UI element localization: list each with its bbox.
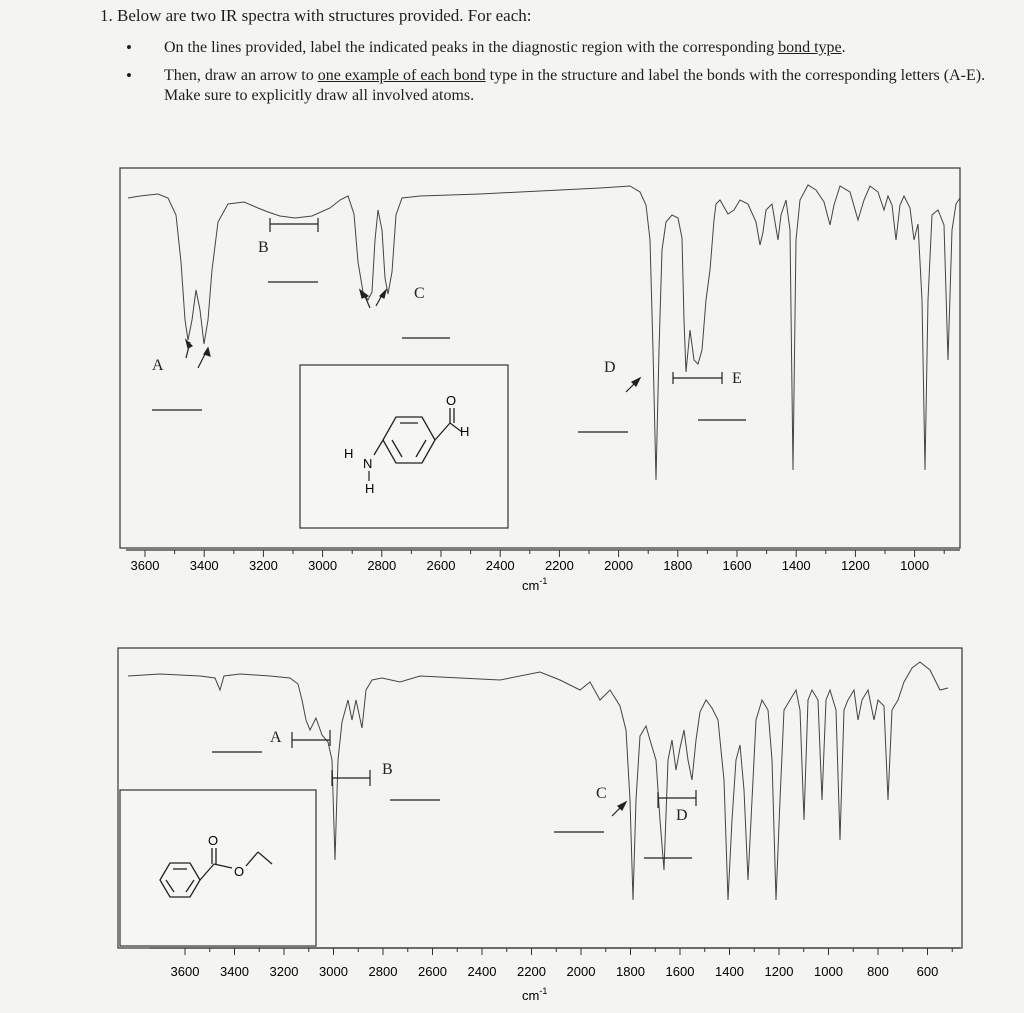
spectrum-2-unit: $cm^{-1}$ [522,986,548,1003]
x-tick-label: 3200 [269,964,299,979]
question-intro: Below are two IR spectra with structures provided. For each: [117,6,532,25]
x-tick-label: 2800 [367,558,397,573]
x-tick-label: 1000 [814,964,843,979]
x-tick-label: 2600 [426,558,456,573]
atom-H-top: H [344,446,354,461]
x-tick-label: 1800 [616,964,645,979]
x-tick-label: 2400 [467,964,497,979]
atom-N: N [363,456,373,471]
atom-O: O [446,393,457,408]
x-tick-label: 2400 [485,558,515,573]
atom-H-bottom: H [365,481,375,496]
structure-2-box [120,790,316,946]
x-tick-label: 3400 [220,964,249,979]
x-tick-label: 1400 [715,964,744,979]
peak-label-2A: A [270,729,282,746]
x-tick-label: 2800 [368,964,398,979]
x-tick-label: 2600 [418,964,447,979]
x-tick-label: 2000 [566,964,596,979]
bond-type-underline: bond type [778,39,842,56]
x-tick-label: 2000 [604,558,634,573]
x-tick-label: 3600 [130,558,160,573]
x-tick-label: 3000 [308,558,338,573]
x-tick-label: 800 [867,964,889,979]
peak-label-A: A [152,357,164,374]
spectrum-1-unit: $cm^{-1}$ [522,576,548,593]
x-tick-label: 600 [916,964,939,979]
x-tick-label: 1600 [722,558,752,573]
spectrum-2-tick-labels [171,964,939,979]
peak-label-2D: D [676,807,688,824]
peak-label-E: E [732,370,742,387]
peak-label-2B: B [382,761,393,778]
x-tick-label: 1800 [663,558,693,573]
x-tick-label: 3200 [248,558,278,573]
x-tick-label: 2200 [544,558,574,573]
peak-label-B: B [258,239,269,256]
x-tick-label: 1200 [840,558,870,573]
x-tick-label: 1600 [665,964,695,979]
one-example-underline: one example of each bond [317,67,486,84]
x-tick-label: 3600 [170,964,200,979]
question-number: 1. [100,6,113,25]
instruction-2: • Then, draw an arrow to one example of each bond type in the structure and label the bonds with the corresponding letters (A-E). Make sure to explicitly draw all involved atoms. [120,66,1000,106]
x-tick-label: 1200 [764,964,794,979]
x-tick-label: 1000 [900,558,930,573]
spectrum-2-ticks [185,948,952,955]
x-tick-label: 2200 [517,964,546,979]
atom-O-carbonyl: O [208,833,219,848]
atom-O-ester: O [234,864,245,879]
atom-H-aldehyde: H [460,424,470,439]
peak-label-2C: C [596,785,607,802]
peak-label-C: C [414,285,425,302]
instruction-1: • On the lines provided, label the indicated peaks in the diagnostic region with the corresponding bond type. [120,38,1000,58]
x-tick-label: 3000 [319,964,348,979]
x-tick-label: 1400 [781,558,811,573]
peak-label-D: D [604,359,616,376]
x-tick-label: 3400 [189,558,219,573]
